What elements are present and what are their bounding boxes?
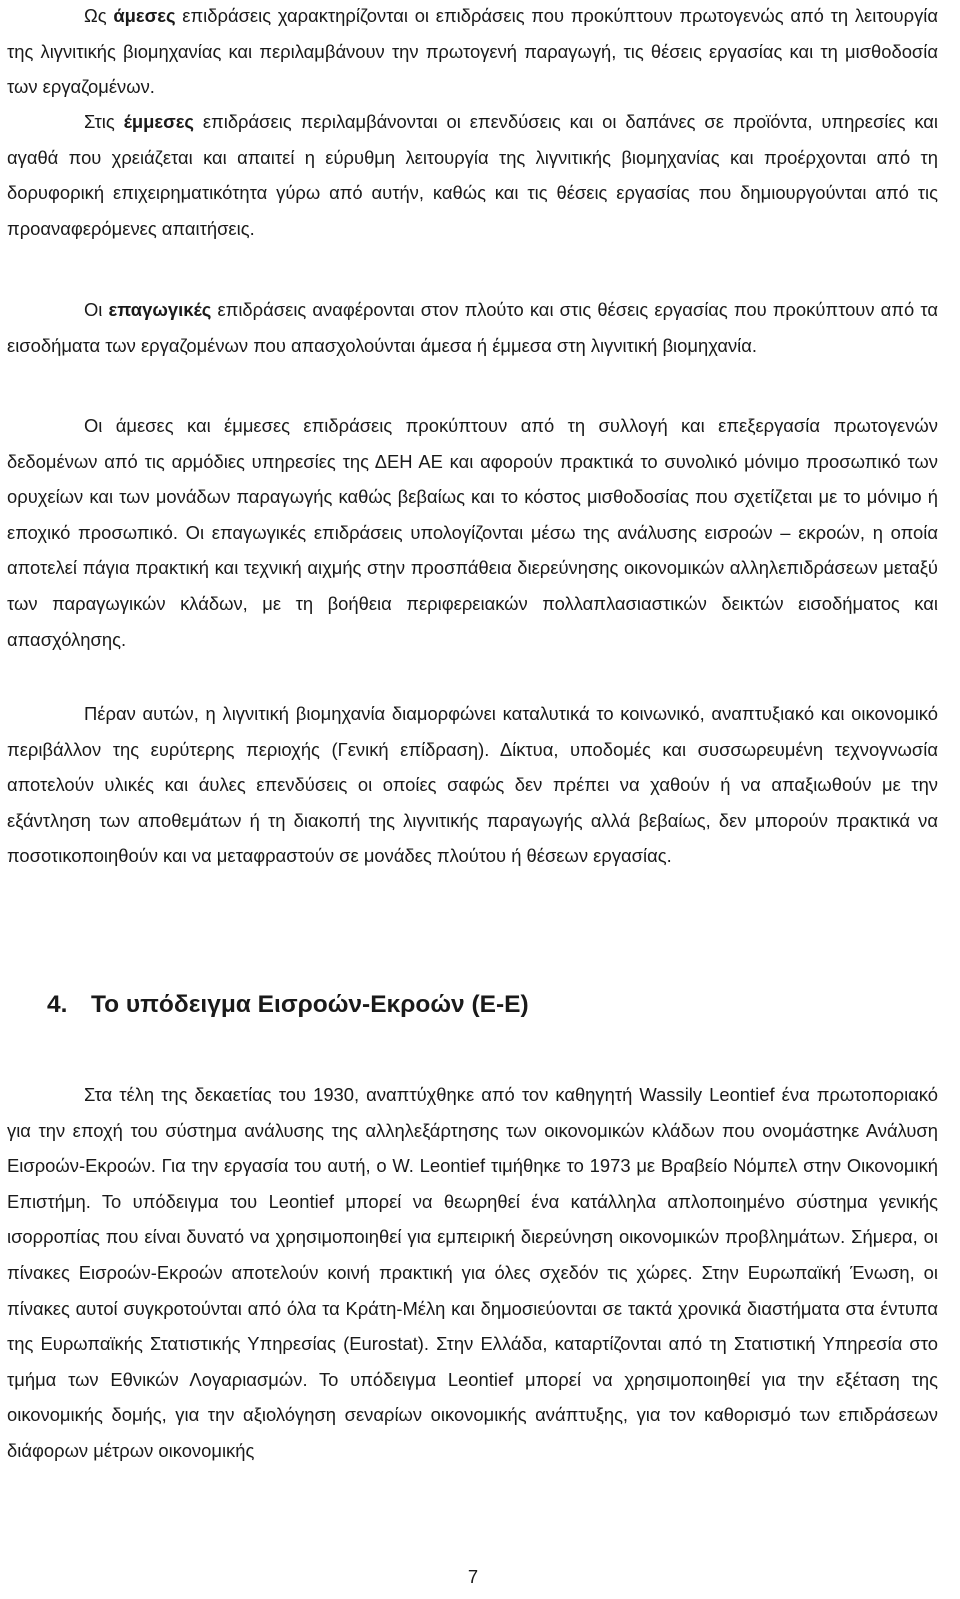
bold-term-indirect: έμμεσες xyxy=(123,111,194,132)
paragraph-text: επιδράσεις περιλαμβάνονται οι επενδύσεις και οι δαπάνες σε προϊόντα, υπηρεσίες και αγαθά που χρειάζεται και απαιτεί η εύρυθμη λειτουργία της λιγνιτικής βιομηχανίας και προέρχονται από τη δορυφορική επιχειρηματικότητα γύρω από αυτήν, καθώς και τις θέσεις εργασίας που δημιουργούνται από τις προαναφερόμενες απαιτήσεις. xyxy=(7,111,939,239)
paragraph-text: Στις xyxy=(84,111,124,132)
section-number: 4. xyxy=(47,991,68,1018)
paragraph-general-effect: Πέραν αυτών, η λιγνιτική βιομηχανία διαμορφώνει καταλυτικά το κοινωνικό, αναπτυξιακό και οικονομικό περιβάλλον της ευρύτερης περιοχής (Γενική επίδραση). Δίκτυα, υποδομές και συσσωρευμένη τεχνογνωσία αποτελούν υλικές και άυλες επενδύσεις οι οποίες σαφώς δεν πρέπει να χαθούν ή να απαξιωθούν με την εξάντληση των αποθεμάτων ή τη διακοπή της λιγνιτικής παραγωγής αλλά βεβαίως, δεν μπορούν πρακτικά να ποσοτικοποιηθούν και να μεταφραστούν σε μονάδες πλούτου ή θέσεων εργασίας. xyxy=(7,703,938,867)
paragraph-text: επιδράσεις αναφέρονται στον πλούτο και στις θέσεις εργασίας που προκύπτουν από τα εισοδήματα των εργαζομένων που απασχολούνται άμεσα ή έμμεσα στη λιγνιτική βιομηχανία. xyxy=(7,299,938,356)
paragraph-text: επιδράσεις χαρακτηρίζονται οι επιδράσεις που προκύπτουν πρωτογενώς από τη λειτουργία της λιγνιτικής βιομηχανίας και περιλαμβάνουν την πρωτογενή παραγωγή, τις θέσεις εργασίας και τη μισθοδοσία των εργαζομένων. xyxy=(7,5,938,98)
page-number: 7 xyxy=(467,1566,479,1587)
paragraph-induced-effects xyxy=(7,292,938,363)
paragraph-leontief-model: Στα τέλη της δεκαετίας του 1930, αναπτύχθηκε από τον καθηγητή Wassily Leontief ένα πρωτοποριακό για την εποχή του σύστημα ανάλυσης της αλληλεξάρτησης των οικονομικών κλάδων που ονομάστηκε Ανάλυση Εισροών-Εκροών. Για την εργασία του αυτή, ο W. Leontief τιμήθηκε το 1973 με Βραβείο Νόμπελ στην Οικονομική Επιστήμη. Το υπόδειγμα του Leontief μπορεί να θεωρηθεί ένα κατάλληλα απλοποιημένο σύστημα γενικής ισορροπίας που είναι δυνατό να χρησιμοποιηθεί για εμπειρική διερεύνηση οικονομικών προβλημάτων. Σήμερα, οι πίνακες Εισροών-Εκροών αποτελούν κοινή πρακτική για όλες σχεδόν τις χώρες. Στην Ευρωπαϊκή Ένωση, οι πίνακες αυτοί συγκροτούνται από όλα τα Κράτη-Μέλη και δημοσιεύονται σε τακτά χρονικά διαστήματα στα έντυπα της Ευρωπαϊκής Στατιστικής Υπηρεσίας (Eurostat). Στην Ελλάδα, καταρτίζονται από τη Στατιστική Υπηρεσία στο τμήμα των Εθνικών Λογαριασμών. Το υπόδειγμα Leontief μπορεί να χρησιμοποιηθεί για την εξέταση της οικονομικής δομής, για την αξιολόγηση σεναρίων οικονομικής ανάπτυξης, για τον καθορισμό των επιδράσεων διάφορων μέτρων οικονομικής xyxy=(7,1084,938,1461)
paragraph-effects-calculation: Οι άμεσες και έμμεσες επιδράσεις προκύπτουν από τη συλλογή και επεξεργασία πρωτογενών δεδομένων από τις αρμόδιες υπηρεσίες της ΔΕΗ ΑΕ και αφορούν πρακτικά το συνολικό μόνιμο προσωπικό των ορυχείων και των μονάδων παραγωγής καθώς βεβαίως και το κόστος μισθοδοσίας που σχετίζεται με το μόνιμο ή εποχικό προσωπικό. Οι επαγωγικές επιδράσεις υπολογίζονται μέσω της ανάλυσης εισροών – εκροών, η οποία αποτελεί πάγια πρακτική και τεχνική αιχμής στην προσπάθεια διερεύνησης οικονομικών αλληλεπιδράσεων μεταξύ των παραγωγικών κλάδων, με τη βοήθεια περιφερειακών πολλαπλασιαστικών δεικτών εισοδήματος και απασχόλησης. xyxy=(7,415,938,650)
section-heading xyxy=(47,987,529,1023)
paragraph-direct-effects xyxy=(7,0,938,105)
bold-term-induced: επαγωγικές xyxy=(108,299,212,320)
paragraph-indirect-effects xyxy=(7,104,938,246)
paragraph-text: Ως xyxy=(84,5,114,26)
bold-term-direct: άμεσες xyxy=(113,5,176,26)
paragraph-text: Οι xyxy=(84,299,109,320)
section-title: Το υπόδειγμα Εισροών-Εκροών (Ε-Ε) xyxy=(91,991,529,1018)
